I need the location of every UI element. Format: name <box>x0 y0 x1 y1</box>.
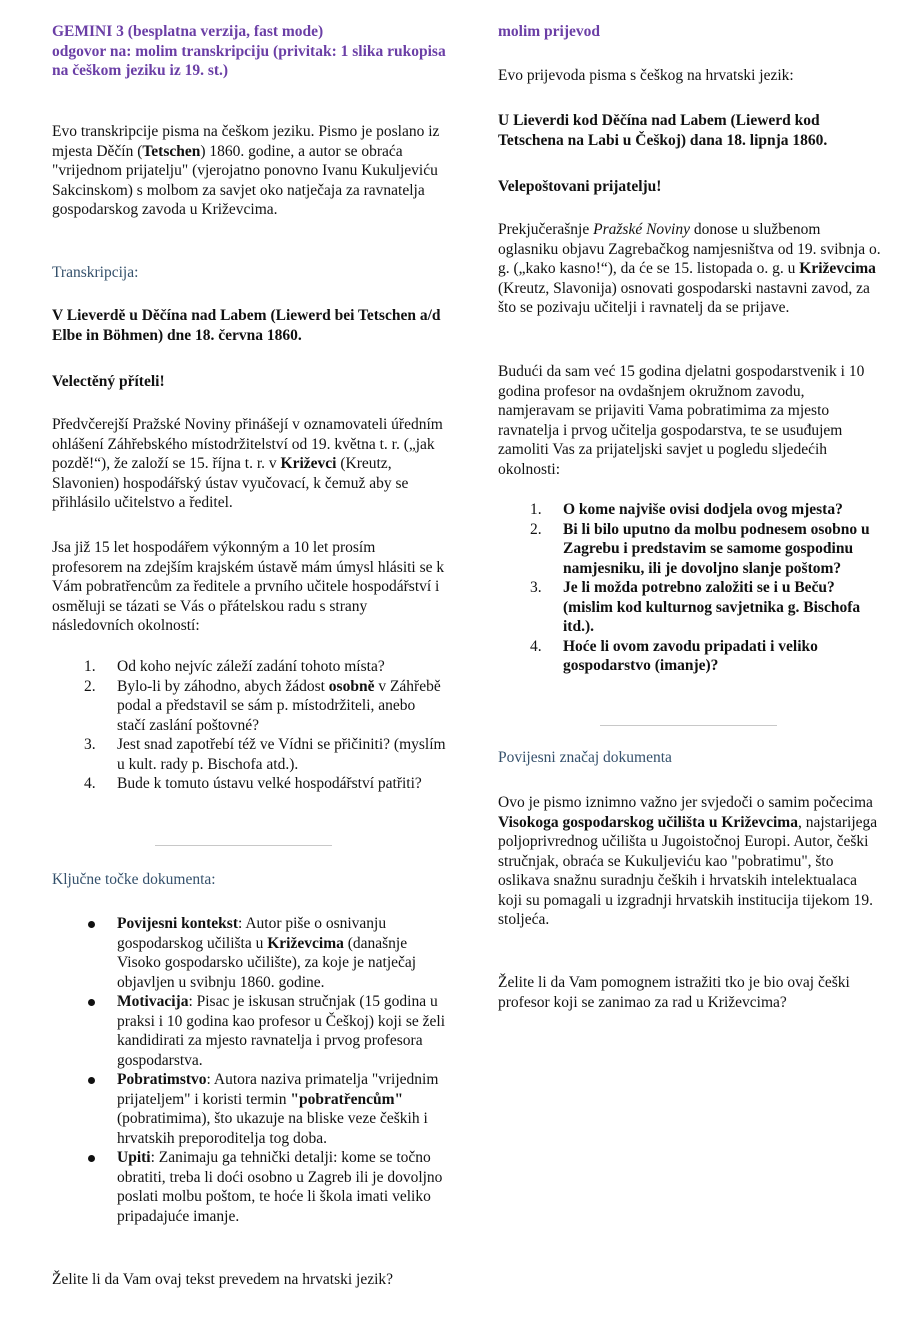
significance-heading: Povijesni značaj dokumenta <box>498 749 672 766</box>
significance-paragraph: Ovo je pismo iznimno važno jer svjedoči o samim počecima Visokoga gospodarskog učilišta u Križevcima, najstarijega poljoprivrednog učilišta u Jugoistočnoj Europi. Autor, češki stručnjak, obraća se Kukuljeviću kao "pobratimu", što oslikava snažnu suradnju čeških i hrvatskih intelektualaca koji su pomagali u izgradnji hrvatskih institucija tijekom 19. stoljeća. <box>498 794 878 928</box>
transcription-heading: Transkripcija: <box>52 264 139 281</box>
list-item: 1. O kome najviše ovisi dodjela ovog mjesta? <box>530 501 843 518</box>
closing-question: Želite li da Vam pomognem istražiti tko je bio ovaj češki profesor koji se zanimao za rad u Križevcima? <box>498 974 850 1011</box>
letter-place-date: U Lieverdi kod Děčína nad Labem (Liewerd kod Tetschena na Labi u Češkoj) dana 18. lipnja 1860. <box>498 112 828 149</box>
list-item: Upiti: Zanimaju ga tehnički detalji: kome se točno obratiti, treba li doći osobno u Zagreb ili je dovoljno poslati molbu poštom, te hoće li škola imati veliko pripadajuće imanje. <box>52 1148 447 1226</box>
bullet-icon <box>88 1155 95 1162</box>
questions-list <box>52 657 447 794</box>
questions-list <box>498 500 883 676</box>
bullet-icon <box>88 999 95 1006</box>
letter-paragraph-2: Jsa již 15 let hospodářem výkonným a 10 let prosím profesorem na zdejším krajském ústavě mám úmysl hlásiti se k Vám pobratřencům za ředitele a prvního učitele hospodářství i osměluji se tázati se Vás o přátelskou radu s strany následovních okolností: <box>52 539 445 634</box>
list-item: 3. Jest snad zapotřebí též ve Vídni se přičiniti? (myslím u kult. rady p. Bischofa atd.). <box>84 736 446 773</box>
letter-salutation: Velepoštovani prijatelju! <box>498 178 662 195</box>
translation-intro: Evo prijevoda pisma s češkog na hrvatski jezik: <box>498 67 794 84</box>
key-points-list <box>52 914 447 1226</box>
letter-paragraph-1: Prekjučerašnje Pražské Noviny donose u službenom oglasniku objavu Zagrebačkog namjesništva od 19. svibnja o. g. („kako kasno!“), da će se 15. listopada o. g. u Križevcima (Kreutz, Slavonija) osnovati gospodarski nastavni zavod, za što se pozivaju učitelji i ravnatelj da se prijave. <box>498 221 881 316</box>
model-label: GEMINI 3 (besplatna verzija, fast mode) <box>52 23 324 40</box>
letter-place-date: V Lieverdě u Děčína nad Labem (Liewerd bei Tetschen a/d Elbe in Böhmen) dne 18. června 1860. <box>52 307 441 344</box>
bullet-icon <box>88 921 95 928</box>
request-text: molim prijevod <box>498 23 601 40</box>
list-item: 4. Hoće li ovom zavodu pripadati i veliko gospodarstvo (imanje)? <box>530 637 818 674</box>
intro-paragraph: Evo transkripcije pisma na češkom jeziku. Pismo je poslano iz mjesta Děčín (Tetschen) 1860. godine, a autor se obraća "vrijednom prijatelju" (vjerojatno ponovno Ivanu Kukuljeviću Sakcinskom) s molbom za savjet oko natječaja za ravnatelja gospodarskog zavoda u Križevcima. <box>52 123 440 218</box>
separator <box>600 725 777 726</box>
letter-paragraph-2: Budući da sam već 15 godina djelatni gospodarstvenik i 10 godina profesor na ovdašnjem okružnom zavodu, namjeravam se prijaviti Vama pobratimima za mjesto ravnatelja i prvog učitelja gospodarstva, te se usuđujem zamoliti Vas za prijateljski savjet u pogledu sljedećih okolnosti: <box>498 363 865 478</box>
list-item: 2. Bylo-li by záhodno, abych žádost osobně v Záhřebě podal a představil se sám p. místodržiteli, anebo stačí zaslání poštovné? <box>84 677 441 734</box>
request-text: odgovor na: molim transkripciju (privitak: 1 slika rukopisa na češkom jeziku iz 19. st.) <box>52 42 446 79</box>
list-item: 3. Je li možda potrebno založiti se i u Beču? (mislim kod kulturnog savjetnika g. Bischofa itd.). <box>530 579 861 635</box>
key-points-heading: Ključne točke dokumenta: <box>52 871 216 888</box>
bullet-icon <box>88 1077 95 1084</box>
letter-paragraph-1: Předvčerejší Pražské Noviny přinášejí v oznamovateli úředním ohlášení Záhřebského místodržitelství od 19. května t. r. („jak pozdě!“), že založí se 15. října t. r. v Križevci (Kreutz, Slavonien) hospodářský ústav vyučovací, k čemuž aby se přihlásilo učitelstvo a ředitel. <box>52 416 443 511</box>
list-item: 1. Od koho nejvíc záleží zadání tohoto místa? <box>84 658 385 675</box>
list-item: 4. Bude k tomuto ústavu velké hospodářství patřiti? <box>84 775 422 792</box>
list-item: Pobratimstvo: Autora naziva primatelja "vrijednim prijateljem" i koristi termin "pobratřencům" (pobratimima), što ukazuje na bliske veze čeških i hrvatskih preporoditelja tog doba. <box>52 1070 447 1148</box>
list-item: Povijesni kontekst: Autor piše o osnivanju gospodarskog učilišta u Križevcima (današnje Visoko gospodarsko učilište), za koje je natječaj objavljen u svibnju 1860. godine. <box>52 914 447 992</box>
list-item: 2. Bi li bilo uputno da molbu podnesem osobno u Zagrebu i predstavim se samome gospodinu namjesniku, ili je dovoljno slanje poštom? <box>530 520 870 577</box>
request-header <box>52 22 447 81</box>
closing-question: Želite li da Vam ovaj tekst prevedem na hrvatski jezik? <box>52 1271 394 1288</box>
separator <box>155 845 332 846</box>
letter-salutation: Velectěný příteli! <box>52 373 165 390</box>
list-item: Motivacija: Pisac je iskusan stručnjak (15 godina u praksi i 10 godina kao profesor u Češkoj) koji se želi kandidirati za mjesto ravnatelja i prvog profesora gospodarstva. <box>52 992 447 1070</box>
